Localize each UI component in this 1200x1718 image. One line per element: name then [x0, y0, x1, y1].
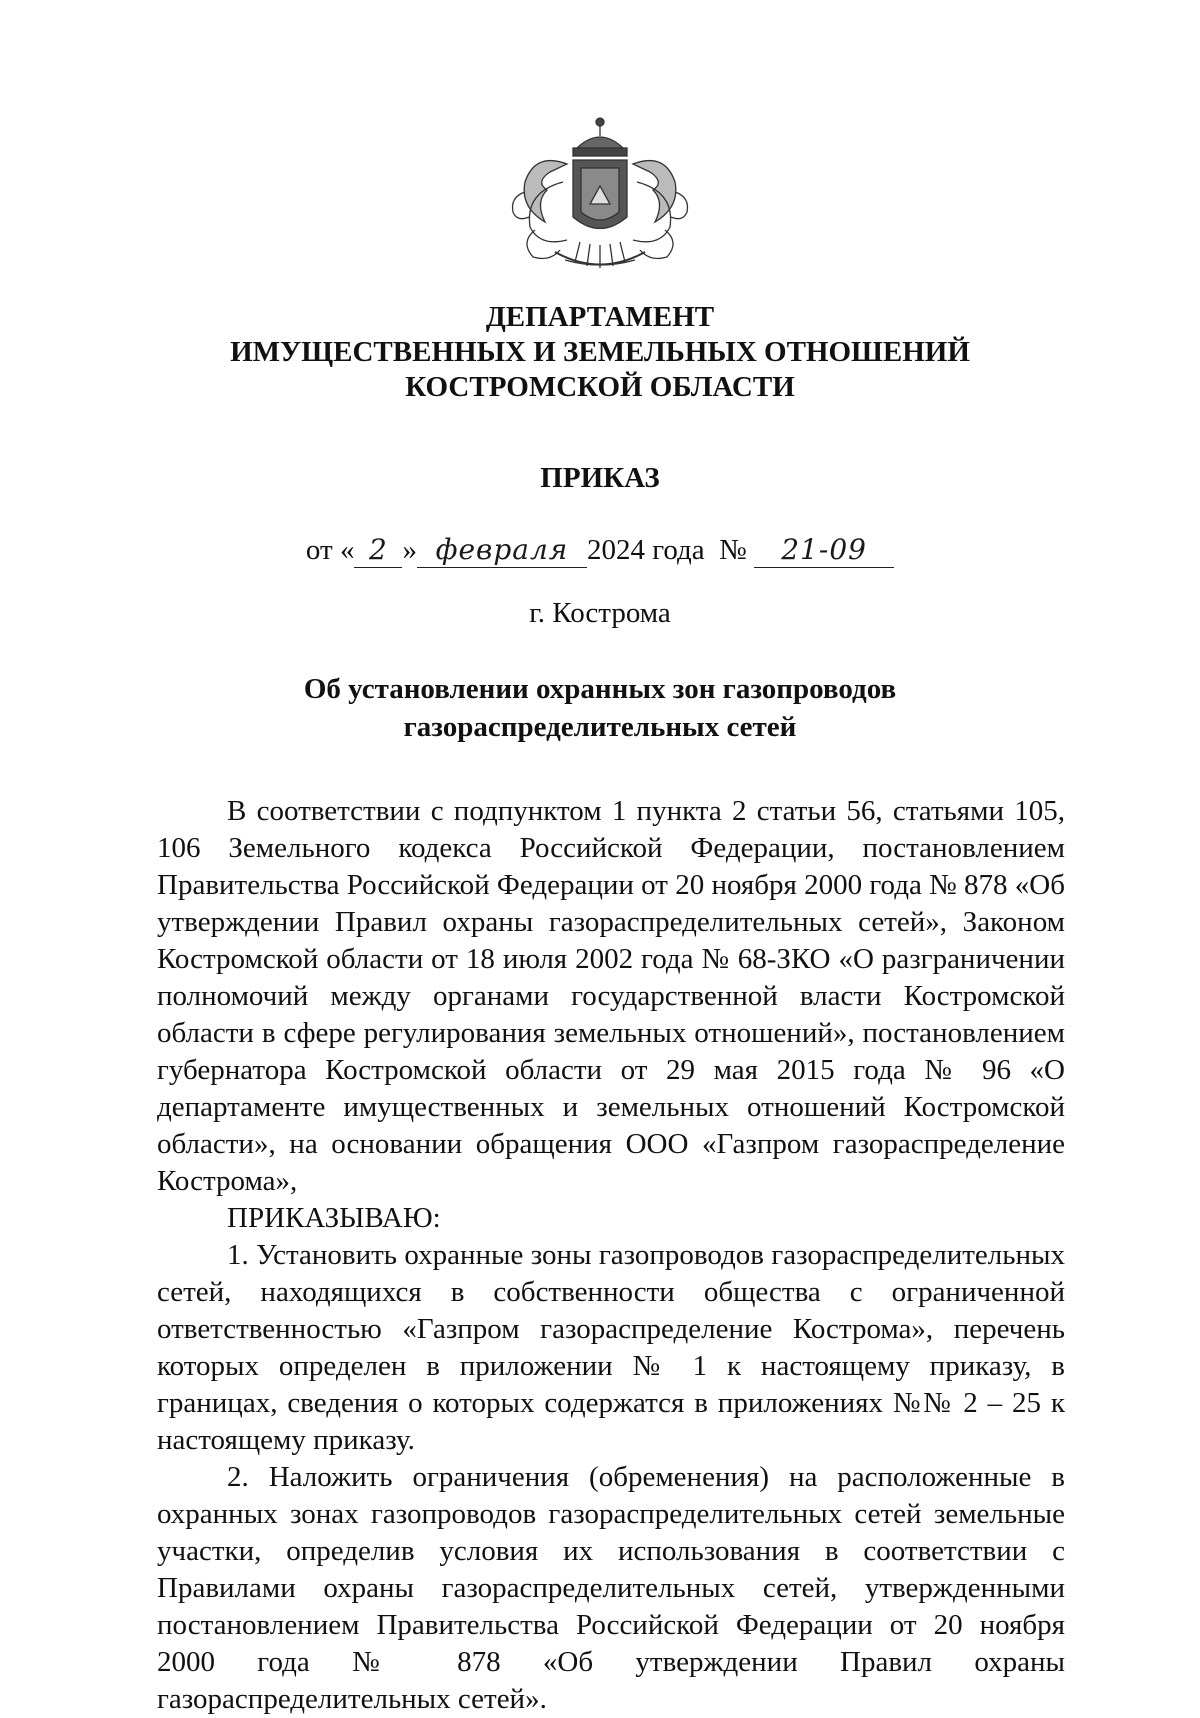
date-day-field	[354, 533, 402, 568]
order-number-field	[754, 533, 894, 568]
header-line-3: КОСТРОМСКОЙ ОБЛАСТИ	[405, 371, 795, 403]
order-body	[157, 793, 1065, 1718]
department-header	[0, 300, 1200, 405]
date-prefix: от «	[305, 534, 355, 566]
date-day-handwritten: 2	[369, 533, 388, 566]
header-line-1: ДЕПАРТАМЕНТ	[485, 301, 715, 333]
date-year-text: 2024 года	[586, 534, 705, 566]
date-number-line	[0, 533, 1200, 568]
preamble-paragraph: В соответствии с подпунктом 1 пункта 2 статьи 56, статьями 105, 106 Земельного кодекса Российской Федерации, постановлением Правительства Российской Федерации от 20 ноября 2000 года № 878 «Об утверждении Правил охраны газораспределительных сетей», Законом Костромской области от 18 июля 2002 года № 68-ЗКО «О разграничении полномочий между органами государственной власти Костромской области в сфере регулирования земельных отношений», постановлением губернатора Костромской области от 29 мая 2015 года № 96 «О департаменте имущественных и земельных отношений Костромской области», на основании обращения ООО «Газпром газораспределение Кострома»,	[157, 795, 1065, 1197]
order-subject	[0, 670, 1200, 746]
coat-of-arms-emblem	[505, 112, 695, 272]
order-item-1: 1. Установить охранные зоны газопроводов газораспределительных сетей, находящихся в собственности общества с ограниченной ответственностью «Газпром газораспределение Кострома», перечень которых определен в приложении № 1 к настоящему приказу, в границах, сведения о которых содержатся в приложениях №№ 2 – 25 к настоящему приказу.	[157, 1239, 1065, 1456]
order-word: ПРИКАЗЫВАЮ:	[227, 1202, 441, 1234]
order-number-handwritten: 21-09	[781, 533, 867, 566]
subject-line-1: Об установлении охранных зон газопроводов	[303, 673, 897, 705]
document-type-title: ПРИКАЗ	[540, 462, 660, 494]
date-month-field	[417, 533, 587, 568]
city-line: г. Кострома	[529, 597, 671, 629]
number-sign: №	[719, 534, 747, 566]
subject-line-2: газораспределительных сетей	[403, 711, 797, 743]
date-month-handwritten: февраля	[435, 533, 569, 566]
date-separator: »	[402, 534, 417, 566]
order-item-2: 2. Наложить ограничения (обременения) на расположенные в охранных зонах газопроводов газораспределительных сетей земельные участки, определив условия их использования в соответствии с Правилами охраны газораспределительных сетей, утвержденными постановлением Правительства Российской Федерации от 20 ноября 2000 года № 878 «Об утверждении Правил охраны газораспределительных сетей».	[157, 1461, 1065, 1715]
header-line-2: ИМУЩЕСТВЕННЫХ И ЗЕМЕЛЬНЫХ ОТНОШЕНИЙ	[230, 336, 970, 368]
